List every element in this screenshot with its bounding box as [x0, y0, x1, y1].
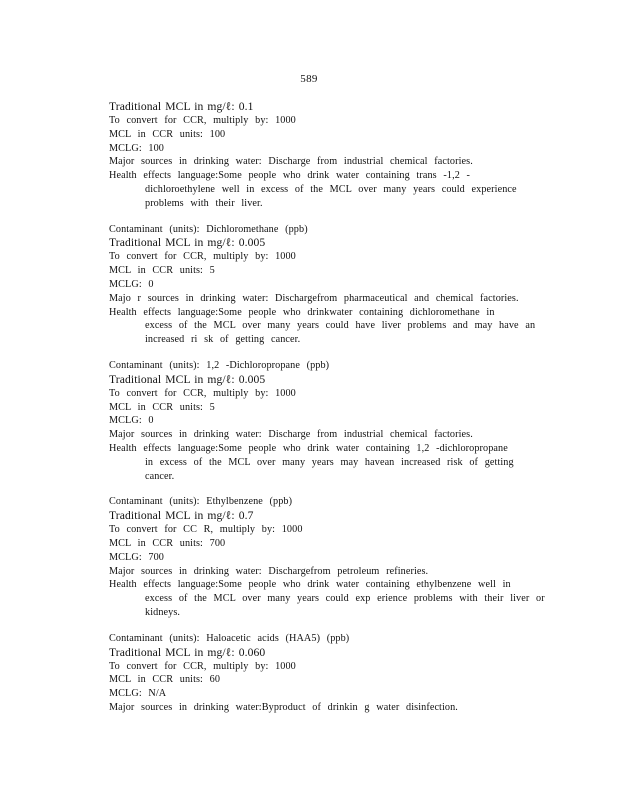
text-line-continuation: excess of the MCL over many years could have liver problems and may have an [145, 320, 536, 332]
text-line: To convert for CCR, multiply by: 1000 [109, 387, 296, 399]
text-line-continuation: dichloroethylene well in excess of the MCL over many years could experience [145, 183, 517, 195]
traditional-mcl-line: Traditional MCL in mg/ℓ: 0.060 [109, 645, 266, 659]
text-line: Major sources in drinking water: Discharge from industrial chemical factories. [109, 156, 473, 168]
contaminant-entry [109, 223, 539, 347]
traditional-mcl-line: Traditional MCL in mg/ℓ: 0.005 [109, 372, 266, 386]
contaminant-entry [109, 632, 539, 715]
text-line: Contaminant (units): Haloacetic acids (HAA5) (ppb) [109, 632, 350, 644]
traditional-mcl-line: Traditional MCL in mg/ℓ: 0.005 [109, 236, 266, 250]
contaminant-entry [109, 495, 545, 619]
traditional-mcl-line: Traditional MCL in mg/ℓ: 0.7 [109, 509, 254, 523]
text-line: Major sources in drinking water: Dischargefrom petroleum refineries. [109, 565, 429, 577]
text-line: To convert for CCR, multiply by: 1000 [109, 115, 296, 126]
text-line: MCL in CCR units: 60 [109, 674, 221, 686]
text-line: MCLG: N/A [109, 688, 167, 700]
contaminant-entry [109, 359, 539, 483]
text-line: Major sources in drinking water:Byproduct of drinkin g water disinfection. [109, 701, 458, 713]
text-line: MCL in CCR units: 100 [109, 128, 226, 140]
text-line: MCLG: 700 [109, 551, 164, 563]
text-line: MCLG: 0 [109, 415, 154, 427]
text-line: To convert for CCR, multiply by: 1000 [109, 660, 296, 672]
text-line-continuation: excess of the MCL over many years could exp erience problems with their liver or [145, 593, 545, 605]
text-line-continuation: in excess of the MCL over many years may havean increased risk of getting [145, 456, 514, 468]
text-line: MCLG: 100 [109, 142, 164, 154]
text-line: Major sources in drinking water: Discharge from industrial chemical factories. [109, 429, 473, 441]
traditional-mcl-line: Traditional MCL in mg/ℓ: 0.1 [109, 100, 254, 113]
text-line: MCL in CCR units: 700 [109, 537, 226, 549]
document-body [109, 100, 545, 727]
text-line-continuation: problems with their liver. [145, 197, 263, 209]
text-line: Majo r sources in drinking water: Dischargefrom pharmaceutical and chemical factories. [109, 292, 519, 304]
text-line: Health effects language:Some people who drink water containing trans -1,2 - [109, 170, 471, 182]
text-line: Contaminant (units): 1,2 -Dichloropropane (ppb) [109, 359, 330, 371]
text-line: To convert for CC R, multiply by: 1000 [109, 524, 303, 536]
text-line-continuation: cancer. [145, 470, 175, 482]
text-line: MCL in CCR units: 5 [109, 401, 215, 413]
text-line: Health effects language:Some people who drink water containing ethylbenzene well in [109, 579, 511, 591]
text-line: MCL in CCR units: 5 [109, 265, 215, 277]
text-line: MCLG: 0 [109, 278, 154, 290]
contaminant-entry [109, 100, 539, 211]
text-line: To convert for CCR, multiply by: 1000 [109, 251, 296, 263]
text-line: Health effects language:Some people who drinkwater containing dichloromethane in [109, 306, 495, 318]
page-number: 589 [300, 73, 318, 85]
text-line-continuation: increased ri sk of getting cancer. [145, 334, 301, 346]
text-line: Contaminant (units): Dichloromethane (ppb) [109, 223, 308, 235]
text-line: Contaminant (units): Ethylbenzene (ppb) [109, 496, 293, 508]
text-line-continuation: kidneys. [145, 606, 181, 618]
text-line: Health effects language:Some people who drink water containing 1,2 -dichloropropane [109, 442, 508, 454]
